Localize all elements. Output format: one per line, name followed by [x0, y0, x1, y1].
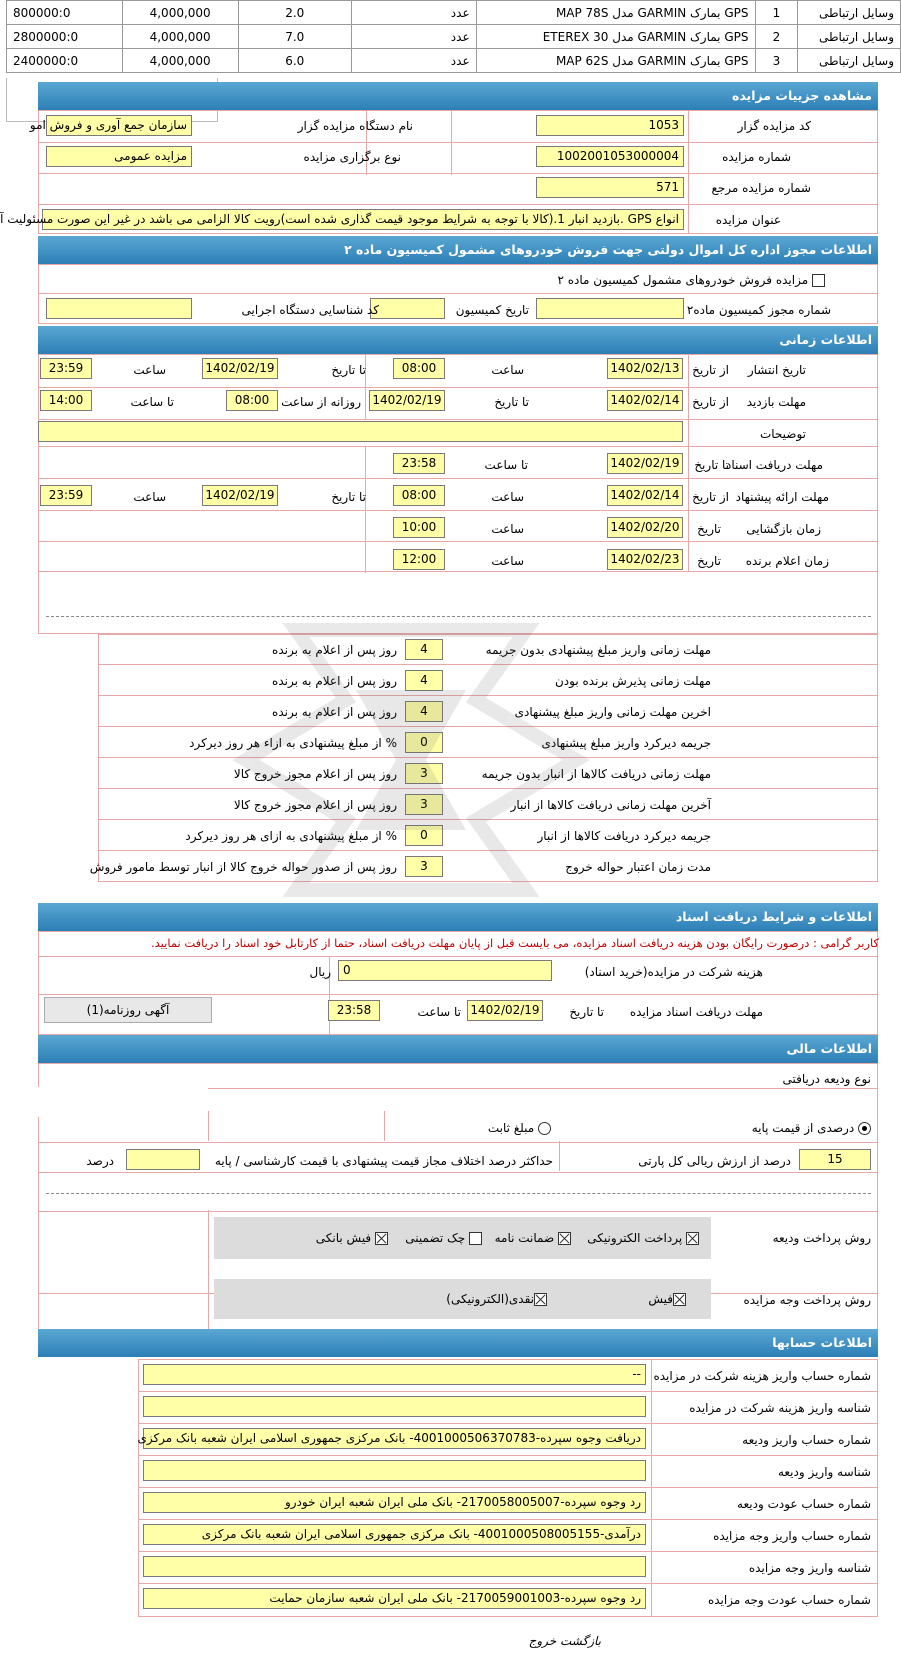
label-exec-code: کد شناسایی دستگاه اجرایی — [241, 303, 379, 317]
cell-base: 4,000,000 — [122, 49, 238, 73]
label-daily-from: روزانه از ساعت — [281, 395, 361, 409]
cell-group: وسایل ارتباطی — [798, 1, 901, 25]
account-value — [143, 1396, 646, 1417]
cell-group: وسایل ارتباطی — [798, 25, 901, 49]
label-doc-deadline: مهلت دریافت اسناد مزایده — [629, 1005, 763, 1019]
label-org: نام دستگاه مزایده گزار — [297, 119, 413, 133]
field-permit-no — [536, 298, 684, 319]
label-number: شماره مزایده — [722, 150, 791, 164]
pay-guarantee-label: ضمانت نامه — [494, 1231, 555, 1245]
field-visit-to: 1402/02/19 — [369, 390, 445, 411]
label-date: تاریخ — [697, 522, 721, 536]
deadline-suffix: روز پس از اعلام به برنده — [272, 705, 397, 719]
table-row — [7, 25, 901, 49]
field-publish-to-time: 23:59 — [40, 358, 92, 379]
label-to-date: تا تاریخ — [694, 458, 729, 472]
label-time: ساعت — [133, 490, 166, 504]
field-offer-from: 1402/02/14 — [607, 485, 683, 506]
section-header-timing: اطلاعات زمانی — [38, 326, 878, 354]
field-exec-code — [46, 298, 192, 319]
field-offer-to-time: 23:59 — [40, 485, 92, 506]
cell-base: 4,000,000 — [122, 1, 238, 25]
radio-fixed[interactable] — [538, 1122, 551, 1135]
field-number: 1002001053000004 — [536, 146, 684, 167]
pay-guarantee-checkbox[interactable] — [558, 1232, 571, 1245]
label-from-date: از تاریخ — [692, 490, 729, 504]
pay-slip-checkbox[interactable] — [375, 1232, 388, 1245]
cell-qty: 7.0 — [238, 25, 352, 49]
deadline-label: جریمه دیرکرد واریز مبلغ پیشنهادی — [541, 736, 711, 750]
radio-percent[interactable] — [858, 1122, 871, 1135]
back-link[interactable]: بازگشت — [560, 1634, 601, 1648]
cell-base: 4,000,000 — [122, 25, 238, 49]
section-header-docs: اطلاعات و شرایط دریافت اسناد — [38, 903, 878, 931]
items-table — [6, 0, 901, 73]
account-label: شناسه واریز هزینه شرکت در مزایده — [689, 1401, 871, 1415]
divider — [138, 1423, 878, 1424]
pay-electronic-checkbox[interactable] — [686, 1232, 699, 1245]
section-header-finance: اطلاعات مالی — [38, 1035, 878, 1063]
label-to-date: تا تاریخ — [494, 395, 529, 409]
docs-notice: کاربر گرامی : درصورت رایگان بودن هزینه دریافت اسناد مزایده، می بایست قبل از پایان مهلت دریافت اسناد، حتما از کارتابل خود اسناد را دریافت نمایید. — [150, 936, 879, 950]
cell-row: 3 — [755, 49, 798, 73]
field-publish-from-time: 08:00 — [393, 358, 445, 379]
account-label: شماره حساب واریز هزینه شرکت در مزایده — [653, 1369, 871, 1383]
deadline-row — [98, 789, 878, 820]
label-from-date: از تاریخ — [692, 363, 729, 377]
field-offer-to: 1402/02/19 — [202, 485, 278, 506]
pay-electronic-label: پرداخت الکترونیکی — [587, 1231, 683, 1245]
field-doc-cost: 0 — [338, 960, 552, 981]
cell-total: 800000:0 — [7, 1, 123, 25]
cell-unit: عدد — [352, 25, 477, 49]
deadline-suffix: % از مبلغ پیشنهادی به ازاء هر روز دیرکرد — [189, 736, 397, 750]
label-max-diff: حداکثر درصد اختلاف مجاز قیمت پیشنهادی با قیمت کارشناسی / پایه — [214, 1154, 553, 1168]
cell-row: 1 — [755, 1, 798, 25]
auction-slip-label: فیش — [648, 1292, 673, 1306]
newspaper-ad-button[interactable]: آگهی روزنامه(1) — [44, 997, 212, 1023]
account-label: شناسه واریز وجه مزایده — [748, 1561, 871, 1575]
label-winner: زمان اعلام برنده — [745, 554, 829, 568]
field-org: سازمان جمع آوری و فروش امو — [46, 115, 192, 136]
timing-spacer — [38, 572, 878, 634]
pay-guarantee-row[interactable] — [495, 1230, 571, 1246]
field-open-date: 1402/02/20 — [607, 517, 683, 538]
cell-unit: عدد — [352, 1, 477, 25]
label-to-time: تا ساعت — [130, 395, 174, 409]
label-to-date: تا تاریخ — [569, 1005, 604, 1019]
divider — [138, 1583, 878, 1584]
label-docs: مهلت دریافت اسناد — [725, 458, 823, 472]
divider — [138, 1487, 878, 1488]
account-value: -- — [143, 1364, 646, 1385]
footer-links — [529, 1633, 601, 1649]
field-doc-deadline-date: 1402/02/19 — [467, 1000, 543, 1021]
label-from-date: از تاریخ — [692, 395, 729, 409]
account-value — [143, 1460, 646, 1481]
deadline-value: 4 — [405, 670, 443, 691]
deadline-label: مهلت زمانی واریز مبلغ پیشنهادی بدون جریمه — [485, 643, 711, 657]
field-permit-date — [370, 298, 445, 319]
deadline-suffix: روز پس از اعلام مجوز خروج کالا — [233, 767, 397, 781]
account-value: درآمدی-4001000508005155- بانک مرکزی جمهوری اسلامی ایران شعبه بانک مرکزی — [143, 1524, 646, 1545]
pay-check-label: چک تضمینی — [405, 1231, 466, 1245]
field-subject: انواع GPS .بازدید انبار 1.(کالا با توجه به شرایط موجود قیمت گذاری شده است)رویت کالا الزامی می باشد در غیر این صورت مسئولیت آ — [42, 209, 684, 230]
account-label: شماره حساب عودت وجه مزایده — [707, 1593, 871, 1607]
auction-slip-checkbox[interactable] — [673, 1293, 686, 1306]
cell-qty: 6.0 — [238, 49, 352, 73]
label-auction-pay: روش پرداخت وجه مزایده — [743, 1293, 871, 1307]
divider — [138, 1391, 878, 1392]
divider — [46, 1193, 871, 1194]
field-doc-deadline-time: 23:58 — [328, 1000, 380, 1021]
divider — [46, 616, 871, 617]
deadline-row — [98, 665, 878, 696]
divider — [208, 1111, 209, 1141]
account-value: دریافت وجوه سپرده-4001000506370783- بانک مرکزی جمهوری اسلامی ایران شعبه بانک مرکزی — [143, 1428, 646, 1449]
deadline-suffix: روز پس از اعلام به برنده — [272, 643, 397, 657]
auction-cash-checkbox[interactable] — [534, 1293, 547, 1306]
label-time: ساعت — [133, 363, 166, 377]
field-ref: 571 — [536, 177, 684, 198]
divider — [559, 1141, 560, 1171]
cell-total: 2400000:0 — [7, 49, 123, 73]
label-deposit-type: نوع ودیعه دریافتی — [782, 1072, 871, 1086]
auction-cash-label: نقدی(الکترونیکی) — [446, 1292, 534, 1306]
field-type: مزایده عمومی — [46, 146, 192, 167]
cell-group: وسایل ارتباطی — [798, 49, 901, 73]
radio-fixed-label: مبلغ ثابت — [487, 1121, 535, 1135]
exit-link[interactable]: خروج — [528, 1634, 557, 1648]
divider — [138, 1455, 878, 1456]
label-doc-cost: هزینه شرکت در مزایده(خرید اسناد) — [584, 965, 763, 979]
field-code: 1053 — [536, 115, 684, 136]
table-row — [7, 49, 901, 73]
deadline-suffix: روز پس از اعلام مجوز خروج کالا — [233, 798, 397, 812]
label-to-date: تا تاریخ — [331, 363, 366, 377]
label-to-time: تا ساعت — [417, 1005, 461, 1019]
account-label: شماره حساب واریز ودیعه — [742, 1433, 871, 1447]
divider — [138, 1551, 878, 1552]
pay-electronic-row[interactable] — [587, 1230, 699, 1246]
pay-check-row[interactable] — [405, 1230, 482, 1246]
label-code: کد مزایده گزار — [737, 119, 811, 133]
field-open-time: 10:00 — [393, 517, 445, 538]
field-winner-date: 1402/02/23 — [607, 549, 683, 570]
account-label: شماره حساب واریز وجه مزایده — [713, 1529, 871, 1543]
deadline-label: مهلت زمانی پذیرش برنده بودن — [554, 674, 711, 688]
cell-desc: GPS بمارک GARMIN مدل MAP 78S — [476, 1, 755, 25]
deadline-value: 3 — [405, 856, 443, 877]
field-docs-to: 1402/02/19 — [607, 453, 683, 474]
deadline-suffix: روز پس از صدور حواله خروج کالا از انبار توسط مامور فروش — [89, 860, 397, 874]
field-deposit-percent: 15 — [799, 1149, 871, 1170]
field-max-diff — [126, 1149, 200, 1170]
auction-slip-row[interactable] — [648, 1291, 686, 1307]
label-time: ساعت — [491, 363, 524, 377]
deadline-label: مهلت زمانی دریافت کالاها از انبار بدون جریمه — [481, 767, 711, 781]
label-permit-no: شماره مجوز کمیسیون ماده۲ — [686, 303, 831, 317]
label-rial: ریال — [309, 965, 331, 979]
permit-checkbox-row — [557, 272, 825, 288]
permit-checkbox[interactable] — [812, 274, 825, 287]
deadline-label: مدت زمان اعتبار حواله خروج — [565, 860, 711, 874]
account-value — [143, 1556, 646, 1577]
field-visit-daily-to: 14:00 — [40, 390, 92, 411]
label-visit: مهلت بازدید — [746, 395, 806, 409]
pay-slip-row[interactable] — [316, 1230, 388, 1246]
deadline-value: 0 — [405, 732, 443, 753]
cell-unit: عدد — [352, 49, 477, 73]
deadline-value: 3 — [405, 763, 443, 784]
divider — [384, 1111, 385, 1141]
label-permit-date: تاریخ کمیسیون — [455, 303, 529, 317]
label-time: ساعت — [491, 522, 524, 536]
field-winner-time: 12:00 — [393, 549, 445, 570]
field-visit-daily-from: 08:00 — [226, 390, 278, 411]
label-subject: عنوان مزایده — [715, 213, 781, 227]
account-label: شناسه واریز ودیعه — [777, 1465, 871, 1479]
deadline-row — [98, 696, 878, 727]
pay-check-checkbox[interactable] — [469, 1232, 482, 1245]
cell-desc: GPS بمارک GARMIN مدل MAP 62S — [476, 49, 755, 73]
table-row — [7, 1, 901, 25]
label-ref: شماره مزایده مرجع — [711, 181, 811, 195]
radio-fixed-row[interactable] — [488, 1120, 551, 1136]
field-publish-to: 1402/02/19 — [202, 358, 278, 379]
label-offer: مهلت ارائه پیشنهاد — [735, 490, 829, 504]
label-time: ساعت — [491, 490, 524, 504]
label-to-date: تا تاریخ — [331, 490, 366, 504]
field-visit-from: 1402/02/14 — [607, 390, 683, 411]
label-deposit-percent: درصد از ارزش ریالی کل پارتی — [638, 1154, 791, 1168]
deadline-label: جریمه دیرکرد دریافت کالاها از انبار — [537, 829, 711, 843]
label-to-time: تا ساعت — [484, 458, 528, 472]
label-type: نوع برگزاری مزایده — [303, 150, 401, 164]
field-notes — [38, 421, 683, 442]
field-publish-from: 1402/02/13 — [607, 358, 683, 379]
label-notes: توضیحات — [759, 427, 806, 441]
deadline-value: 3 — [405, 794, 443, 815]
section-header-details: مشاهده جزییات مزایده — [38, 82, 878, 110]
label-time: ساعت — [491, 554, 524, 568]
cell-total: 2800000:0 — [7, 25, 123, 49]
label-percent-word: درصد — [86, 1154, 114, 1168]
account-label: شماره حساب عودت ودیعه — [737, 1497, 871, 1511]
section-header-permit: اطلاعات مجوز اداره کل اموال دولتی جهت فروش خودروهای مشمول کمیسیون ماده ۲ — [38, 236, 878, 264]
section-header-accounts: اطلاعات حسابها — [38, 1329, 878, 1357]
field-offer-from-time: 08:00 — [393, 485, 445, 506]
label-date: تاریخ — [697, 554, 721, 568]
finance-blank — [38, 1087, 208, 1117]
deadline-value: 0 — [405, 825, 443, 846]
account-value: رد وجوه سپرده-2170058005007- بانک ملی ایران شعبه ایران خودرو — [143, 1492, 646, 1513]
deadline-label: اخرین مهلت زمانی واریز مبلغ پیشنهادی — [514, 705, 711, 719]
deadline-suffix: روز پس از اعلام به برنده — [272, 674, 397, 688]
deadline-value: 4 — [405, 639, 443, 660]
radio-percent-row[interactable] — [752, 1120, 871, 1136]
account-value: رد وجوه سپرده-2170059001003- بانک ملی ایران شعبه سازمان حمایت — [143, 1588, 646, 1609]
cell-row: 2 — [755, 25, 798, 49]
deadline-suffix: % از مبلغ پیشنهادی به ازای هر روز دیرکرد — [185, 829, 397, 843]
label-publish: تاریخ انتشار — [747, 363, 806, 377]
cell-qty: 2.0 — [238, 1, 352, 25]
deadline-label: آخرین مهلت زمانی دریافت کالاها از انبار — [510, 798, 711, 812]
divider — [138, 1519, 878, 1520]
pay-slip-label: فیش بانکی — [315, 1231, 372, 1245]
label-open: زمان بازگشایی — [746, 522, 821, 536]
label-deposit-pay: روش پرداخت ودیعه — [772, 1231, 871, 1245]
cell-desc: GPS بمارک GARMIN مدل ETEREX 30 — [476, 25, 755, 49]
auction-cash-row[interactable] — [446, 1291, 547, 1307]
permit-checkbox-label: مزایده فروش خودروهای مشمول کمیسیون ماده ۲ — [557, 273, 809, 287]
deadline-value: 4 — [405, 701, 443, 722]
radio-percent-label: درصدی از قیمت پایه — [751, 1121, 855, 1135]
field-docs-to-time: 23:58 — [393, 453, 445, 474]
